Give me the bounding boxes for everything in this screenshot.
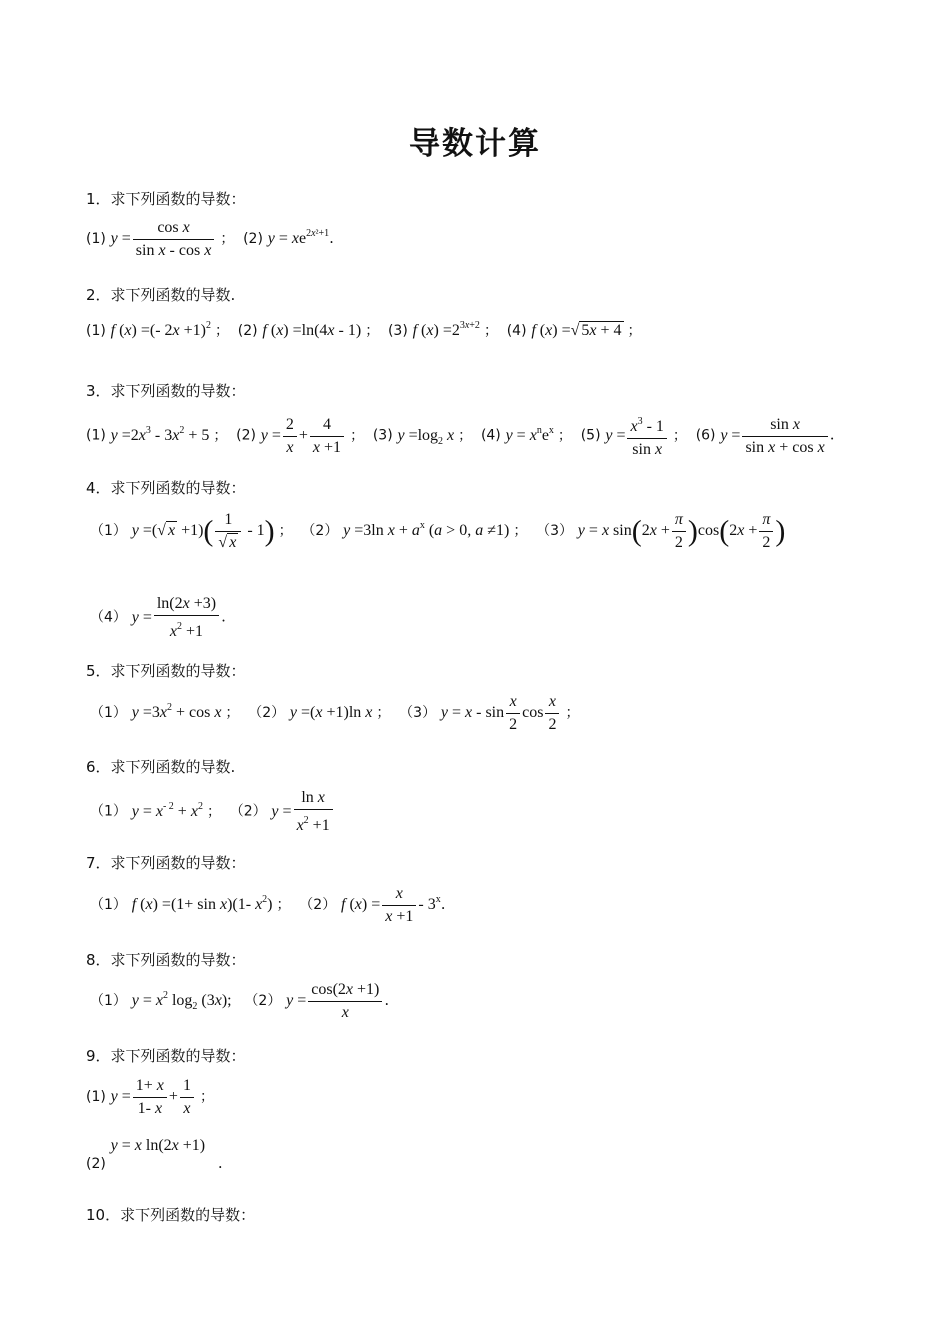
question-3-heading: 3．求下列函数的导数：	[86, 382, 246, 400]
question-5-formulas: （1） $y =3x^2 + \cos x$ ； （2） y =(x +1)ln x ； （3） y = x - sin $\frac{x}{2}$ cos $\frac{x}{2}$ ；	[90, 693, 580, 733]
question-6-heading: 6．求下列函数的导数.	[86, 758, 236, 776]
question-4-formulas-b: （4） y = $\frac{\ln(2x +3)}{x^2 +1}$ .	[90, 595, 226, 640]
question-6-formulas: （1） $y = x^{- 2} + x^2$ ； （2） y = $\frac{\text{ln x}}{x^2 +1}$	[90, 788, 890, 836]
question-8-heading: 8．求下列函数的导数：	[86, 951, 246, 969]
question-2-heading: 2．求下列函数的导数.	[86, 286, 236, 304]
question-4-heading: 4．求下列函数的导数：	[86, 479, 246, 497]
question-9-formula-1: (1) y = $\frac{1+ x}{1- x}$ + $\frac{1}{x}$ ；	[86, 1077, 214, 1117]
formula: $y = xe^{2x^2+1}$	[267, 228, 330, 248]
question-4-formulas-a: （1） y =(√ x +1)( $\frac{1}{√ x}$ - 1) ； （2） y =3ln $x + a^x$ (a > 0, a ≠1) ； （3） y = x sin(2x + $\frac{\pi}{2}$ )cos(2x + $\frac{\pi}{2}$ )	[90, 511, 786, 551]
item-label: (2)	[243, 231, 263, 248]
item-label: (1)	[86, 231, 106, 248]
question-2-formulas: (1) f (x) =(- 2x +1)$^2$ ； (2) f (x) =ln(4x - 1) ； (3) f $(x) =2^{3x+2}$ ； (4) f (x) =√ 5x + 4 ；	[86, 320, 642, 339]
question-7-formulas: （1） f (x) =(1+ sin x)(1- $x^2$) ； （2） f (x) = $\frac{x}{x +1}$ - 3$^x$.	[90, 885, 446, 925]
question-1-formulas: (1) y = $\frac{\text{cos x}}{\text{sin x - cos x}}$ ； (2) $y = xe^{2x^2+1}$.	[86, 219, 334, 259]
question-5-heading: 5．求下列函数的导数：	[86, 662, 246, 680]
question-1-heading: 1．求下列函数的导数：	[86, 190, 246, 208]
question-9-heading: 9．求下列函数的导数：	[86, 1047, 246, 1065]
question-9-formula-2: (2) y = x ln(2x +1) .	[86, 1137, 223, 1172]
page-title: 导数计算	[409, 126, 541, 162]
question-8-formulas: （1） $y = x^2$ $\log_2 (3x)$; （2） y = $\frac{\cos(2x +1)}{x}$ .	[90, 981, 390, 1021]
question-3-formulas: (1) $y =2x^3 - 3x^2 + 5$ ； (2) y = $\frac{2}{x}$ + $\frac{4}{x +1}$ ； (3) $y =\log_2$ x ； (4) $y = x^ne^x$ ； (5) y = $\frac{x^3 - 1}{\text{sin x}}$ ； (6) y = $\frac{\text{sin x}}{\text{sin x + cos x}}$ .	[86, 412, 890, 460]
formula: y = $\frac{\text{cos x}}{\text{sin x - cos x}}$	[111, 230, 217, 247]
question-7-heading: 7．求下列函数的导数：	[86, 854, 246, 872]
question-10-heading: 10．求下列函数的导数：	[86, 1206, 256, 1224]
